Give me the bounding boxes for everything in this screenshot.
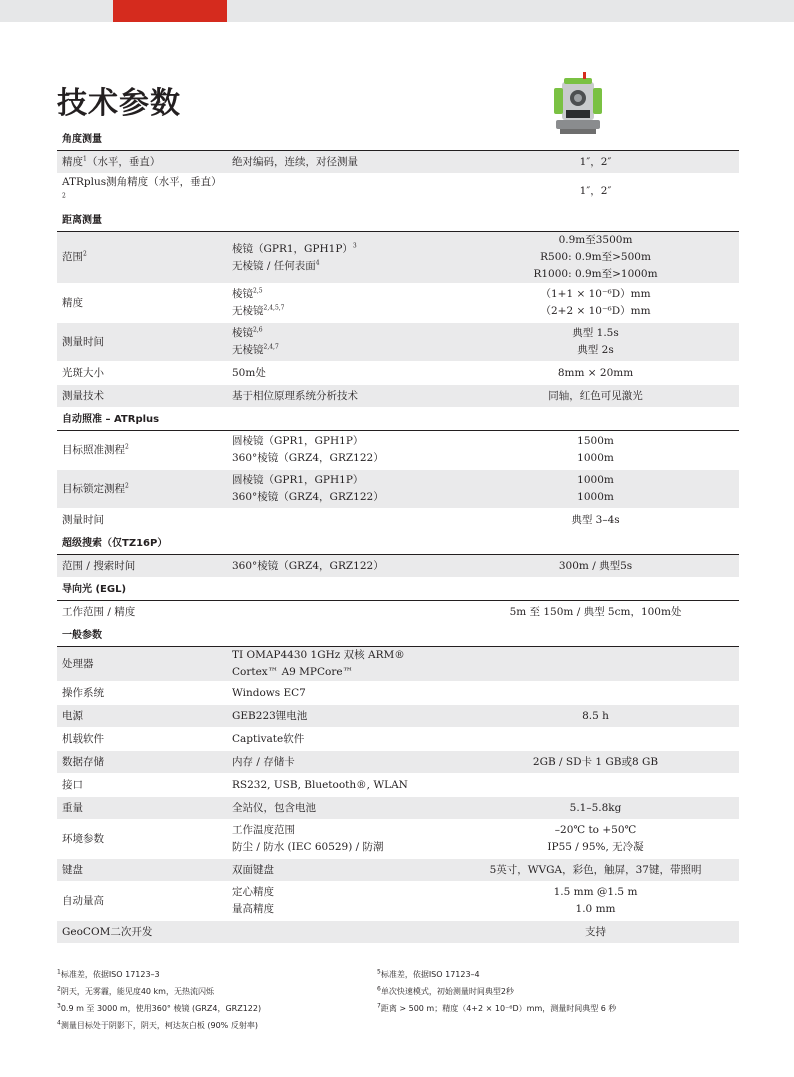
section-title: 角度测量 [57,128,739,151]
param-condition [227,882,452,921]
condition-line: 防尘 / 防水 (IEC 60529) / 防潮 [232,841,384,853]
param-condition [227,859,452,882]
table-row [57,820,739,859]
param-condition [227,323,452,362]
param-condition [227,820,452,859]
param-condition [227,728,452,751]
value-line: 典型 2s [577,344,614,356]
table-row [57,151,739,174]
footnote-ref: 2 [62,192,66,200]
value-line: 8.5 h [582,709,609,722]
footnote-number: 4 [57,1019,61,1027]
value-line: 8mm × 20mm [557,366,634,379]
value-line: –20℃ to +50℃ [554,824,637,836]
param-value [452,431,739,470]
condition-line: 棱镜$^{2,5}$ [232,287,263,300]
condition-line: 无棱镜 / 任何表面$^4$ [232,259,320,272]
param-condition [227,921,452,944]
param-value [452,774,739,797]
table-row [57,682,739,705]
value-line: 1″，2″ [579,184,612,197]
param-value [452,647,739,682]
param-value [452,882,739,921]
param-name: 操作系统 [57,682,227,705]
param-name: 精度 [57,284,227,323]
param-value [452,859,739,882]
param-value [452,284,739,323]
value-line: 1000m [577,452,614,464]
value-line: 0.9m至3500m [558,234,633,246]
condition-line: 双面键盘 [232,863,274,876]
table-row [57,797,739,820]
table-row [57,174,739,209]
param-name: 电源 [57,705,227,728]
param-value [452,174,739,209]
value-line: 1000m [577,474,614,486]
value-line: 1.0 mm [575,903,616,915]
top-bar [0,0,794,22]
param-condition [227,151,452,174]
section-header [57,624,739,647]
footnote-ref: 2 [125,482,129,489]
param-value [452,728,739,751]
footnote: $^5$标准差，依据ISO 17123–4 [377,968,480,979]
param-name: 范围$^2$ [57,232,227,284]
footnote-number: 1 [57,968,61,976]
table-row [57,232,739,284]
section-title: 一般参数 [57,624,739,647]
table-row [57,774,739,797]
footnote: $^7$距离 > 500 m；精度（4+2 × 10⁻⁶D）mm，测量时间典型 6 秒 [377,1002,617,1013]
table-row [57,385,739,408]
param-value [452,509,739,532]
param-condition [227,232,452,284]
condition-line: 定心精度 [232,886,274,898]
param-condition [227,385,452,408]
section-header [57,532,739,555]
footnote-ref: 2 [125,443,129,450]
param-condition [227,470,452,509]
param-value [452,797,739,820]
param-condition [227,174,452,209]
param-value [452,820,739,859]
value-line: 1.5 mm @1.5 m [553,886,638,898]
table-row [57,470,739,509]
value-line: 典型 3–4s [571,513,620,526]
total-station-illustration [550,72,606,136]
param-value [452,751,739,774]
footnotes-left [57,966,357,1034]
table-row [57,705,739,728]
param-name: 光斑大小 [57,362,227,385]
footnote-number: 2 [57,985,61,993]
param-value [452,682,739,705]
footnote-ref: 2,4,7 [263,343,279,351]
condition-line: 无棱镜$^{2,4,7}$ [232,343,279,356]
footnote-ref: 1 [83,155,87,162]
footnote: $^6$单次快速模式，初始测量时间典型2秒 [377,985,514,996]
value-line: 同轴，红色可见激光 [548,389,643,402]
section-title: 超级搜索（仅TZ16P） [57,532,739,555]
condition-line: 360°棱镜（GRZ4，GRZ122） [232,491,384,503]
param-condition [227,751,452,774]
param-value [452,362,739,385]
table-row [57,284,739,323]
condition-line: 棱镜$^{2,6}$ [232,326,263,339]
param-name: 键盘 [57,859,227,882]
param-condition [227,682,452,705]
param-value [452,323,739,362]
condition-line: 量高精度 [232,903,274,915]
param-name: 重量 [57,797,227,820]
table-row [57,921,739,944]
condition-line: 圆棱镜（GPR1，GPH1P） [232,435,364,447]
table-row [57,859,739,882]
param-name: 接口 [57,774,227,797]
param-value [452,555,739,578]
condition-line: 360°棱镜（GRZ4，GRZ122） [232,452,384,464]
value-line: 典型 1.5s [572,327,619,339]
table-row [57,601,739,624]
param-name: GeoCOM二次开发 [57,921,227,944]
value-line: R500: 0.9m至>500m [540,251,651,263]
param-name: ATRplus测角精度（水平，垂直）$^2$ [57,174,227,209]
param-condition [227,601,452,624]
section-header [57,209,739,232]
param-name: 精度$^1$（水平，垂直） [57,151,227,174]
param-name: 工作范围 / 精度 [57,601,227,624]
param-name: 机载软件 [57,728,227,751]
condition-line: 基于相位原理系统分析技术 [232,389,358,402]
spec-table [57,128,739,944]
table-row [57,323,739,362]
param-name: 目标锁定测程$^2$ [57,470,227,509]
footnote-ref: 2,4,5,7 [263,304,285,312]
param-condition [227,797,452,820]
param-name: 环境参数 [57,820,227,859]
page-title: 技术参数 [57,86,181,122]
param-value [452,470,739,509]
param-value [452,601,739,624]
condition-line: GEB223锂电池 [232,709,308,722]
param-condition [227,555,452,578]
param-value [452,232,739,284]
param-name: 测量技术 [57,385,227,408]
value-line: 5.1–5.8kg [569,801,622,814]
condition-line: 工作温度范围 [232,824,295,836]
condition-line: 圆棱镜（GPR1，GPH1P） [232,474,364,486]
condition-line: 绝对编码，连续，对径测量 [232,155,358,168]
param-condition [227,284,452,323]
value-line: （2+2 × 10⁻⁶D）mm [540,305,651,317]
value-line: （1+1 × 10⁻⁶D）mm [540,288,651,300]
footnote-ref: 2,6 [253,326,263,334]
footnote-ref: 2 [83,250,87,258]
param-name: 目标照准测程$^2$ [57,431,227,470]
param-condition [227,362,452,385]
footnote-number: 6 [377,985,381,993]
footnote-number: 5 [377,968,381,976]
section-header [57,408,739,431]
condition-line: 棱镜（GPR1，GPH1P）$^3$ [232,242,357,255]
footnote: $^3$0.9 m 至 3000 m，使用360° 棱镜 (GRZ4，GRZ122) [57,1002,262,1013]
brand-accent-block [113,0,227,22]
footnote-ref: 2,5 [253,287,263,295]
value-line: 5英寸，WVGA，彩色，触屏，37键，带照明 [489,863,702,876]
param-condition [227,705,452,728]
footnote: $^2$阴天，无雾霾，能见度40 km，无热流闪烁 [57,985,214,996]
section-header [57,128,739,151]
value-line: R1000: 0.9m至>1000m [533,268,658,280]
param-name: 数据存储 [57,751,227,774]
condition-line: 无棱镜$^{2,4,5,7}$ [232,304,285,317]
param-name: 处理器 [57,647,227,682]
param-condition [227,647,452,682]
value-line: IP55 / 95%, 无冷凝 [547,841,644,853]
value-line: 1500m [577,435,614,447]
value-line: 2GB / SD卡 1 GB或8 GB [532,755,659,768]
condition-line: 50m处 [232,366,266,379]
section-title: 导向光 (EGL) [57,578,739,601]
value-line: 5m 至 150m / 典型 5cm，100m处 [509,605,682,618]
footnote-number: 7 [377,1002,381,1010]
footnote: $^4$测量目标处于阴影下，阴天，柯达灰白板 (90% 反射率) [57,1019,258,1030]
value-line: 300m / 典型5s [558,559,633,572]
table-row [57,647,739,682]
table-row [57,555,739,578]
footnote-ref: 3 [352,242,357,249]
condition-line: 内存 / 存储卡 [232,755,295,768]
condition-line: 360°棱镜（GRZ4，GRZ122） [232,559,384,572]
param-value [452,921,739,944]
param-value [452,705,739,728]
section-header [57,578,739,601]
section-title: 自动照准 – ATRplus [57,408,739,431]
param-value [452,151,739,174]
condition-line: RS232, USB, Bluetooth®, WLAN [232,778,408,791]
param-name: 测量时间 [57,509,227,532]
param-name: 测量时间 [57,323,227,362]
footnote-ref: 4 [315,259,320,266]
condition-line: TI OMAP4430 1GHz 双核 ARM® Cortex™ A9 MPCore™ [232,649,405,678]
condition-line: Windows EC7 [232,686,306,699]
footnote-number: 3 [57,1002,61,1010]
section-title: 距离测量 [57,209,739,232]
param-name: 自动量高 [57,882,227,921]
footnotes-right [377,966,737,1017]
param-condition [227,431,452,470]
table-row [57,509,739,532]
value-line: 1000m [577,491,614,503]
footnote: $^1$标准差，依据ISO 17123–3 [57,968,160,979]
table-row [57,751,739,774]
param-value [452,385,739,408]
param-name: 范围 / 搜索时间 [57,555,227,578]
table-row [57,362,739,385]
condition-line: 全站仪，包含电池 [232,801,316,814]
param-condition [227,509,452,532]
table-row [57,882,739,921]
table-row [57,728,739,751]
param-condition [227,774,452,797]
value-line: 支持 [585,925,607,938]
value-line: 1″，2″ [579,155,612,168]
condition-line: Captivate软件 [232,732,305,745]
table-row [57,431,739,470]
